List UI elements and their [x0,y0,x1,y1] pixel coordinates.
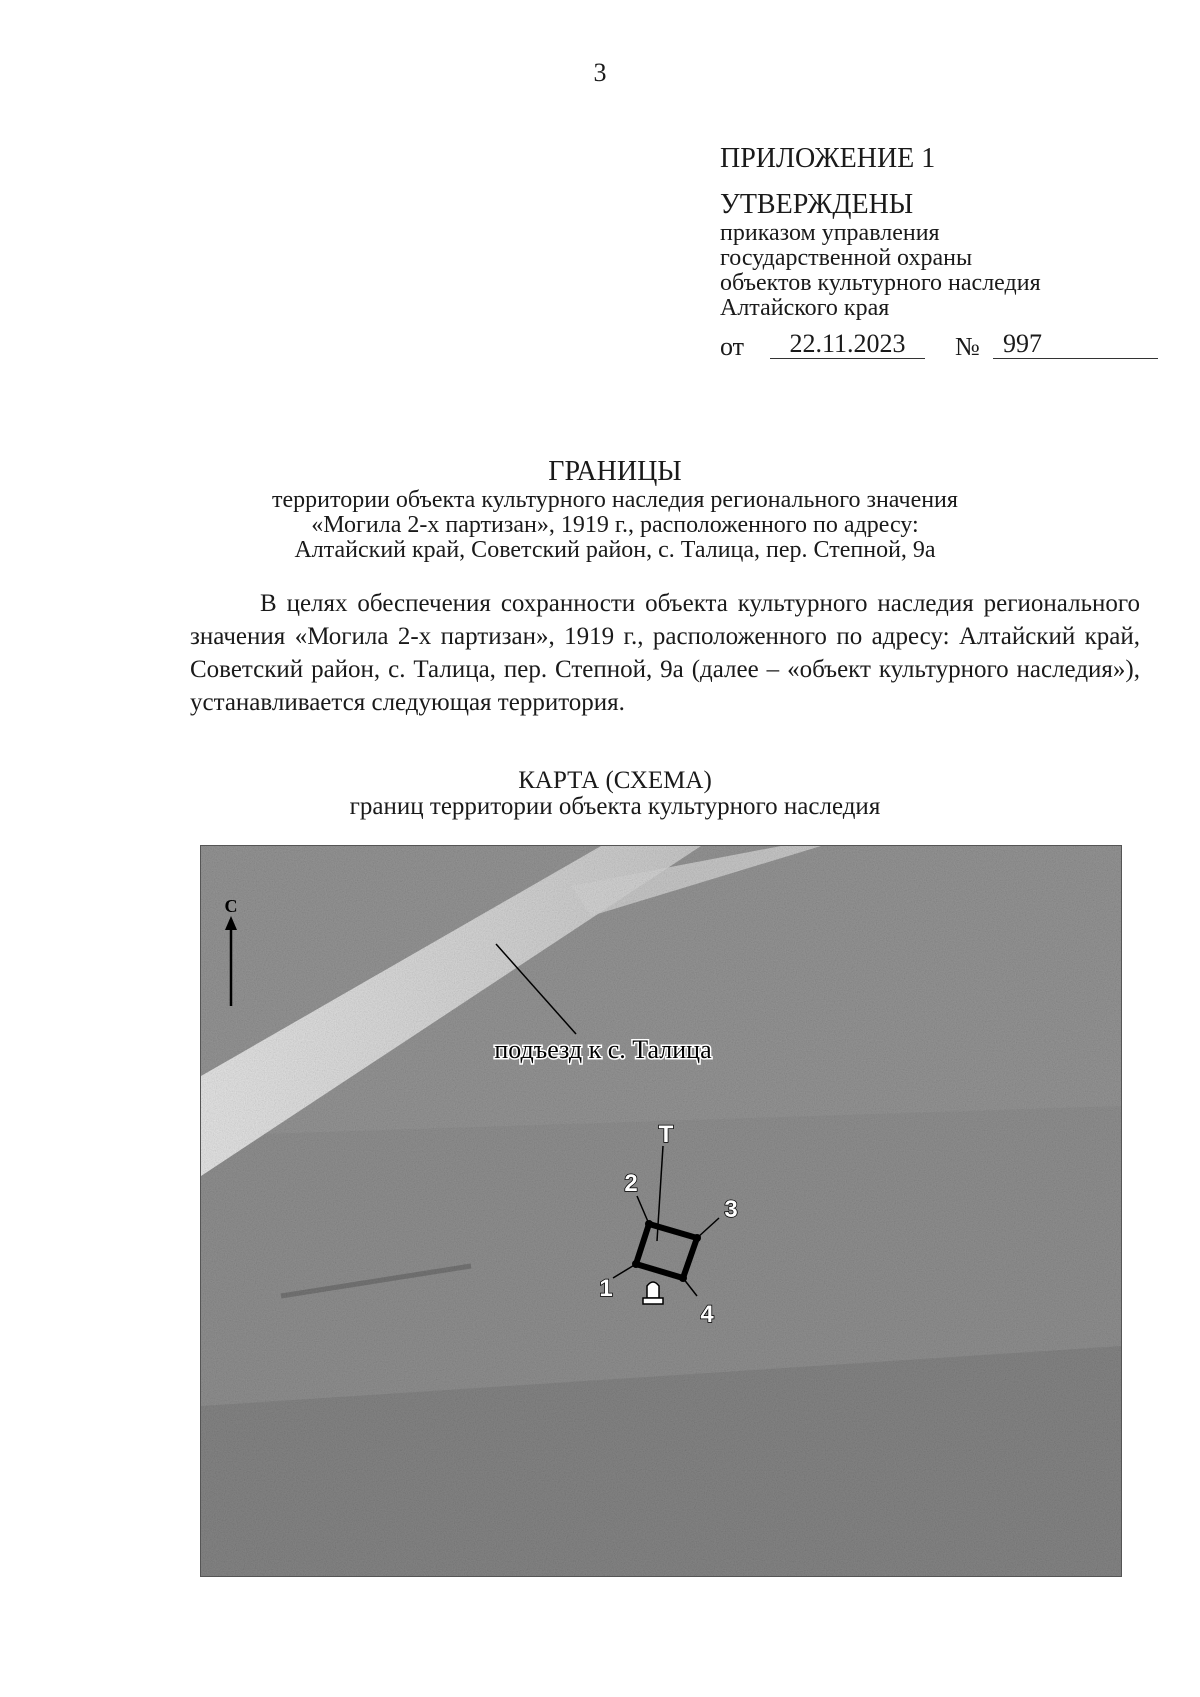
document-title [180,456,1050,563]
point-label-3: 3 [724,1196,738,1223]
order-line: приказом управления [720,220,940,246]
approval-block [720,143,1160,359]
from-label: от [720,332,745,361]
approved-label: УТВЕРЖДЕНЫ [720,189,914,220]
order-line: государственной охраны [720,245,973,271]
order-number: 997 [993,331,1158,359]
order-line: объектов культурного наследия [720,270,1041,296]
t-label: Т [658,1121,674,1148]
order-reference [720,325,1160,359]
point-label-1: 1 [599,1275,613,1302]
title-line: территории объекта культурного наследия регионального значения [272,487,958,513]
map-image [200,845,1122,1577]
map-heading [180,768,1050,820]
point-label-4: 4 [700,1301,714,1328]
body-paragraph: В целях обеспечения сохранности объекта культурного наследия регионального значения «Могила 2-х партизан», 1919 г., расположенного по адресу: Алтайский край, Советский район, с. Талица, пер. Степной, 9а (далее – «объект культурного наследия»), устанавливается следующая территория. [190,590,1140,716]
road-label: подъезд к с. Талица [494,1035,712,1064]
map-svg [201,846,1121,1576]
number-label: № [955,332,980,361]
page-number: 3 [593,58,607,87]
order-date: 22.11.2023 [770,331,925,359]
appendix-label: ПРИЛОЖЕНИЕ 1 [720,143,936,174]
title-main: ГРАНИЦЫ [548,456,682,487]
title-line: «Могила 2-х партизан», 1919 г., расположенного по адресу: [311,512,919,538]
point-label-2: 2 [624,1170,638,1197]
map-subtitle: границ территории объекта культурного наследия [349,793,881,820]
order-line: Алтайского края [720,295,890,321]
map-title: КАРТА (СХЕМА) [518,767,712,794]
title-line: Алтайский край, Советский район, с. Талица, пер. Степной, 9а [294,537,936,563]
north-label: С [224,896,238,916]
